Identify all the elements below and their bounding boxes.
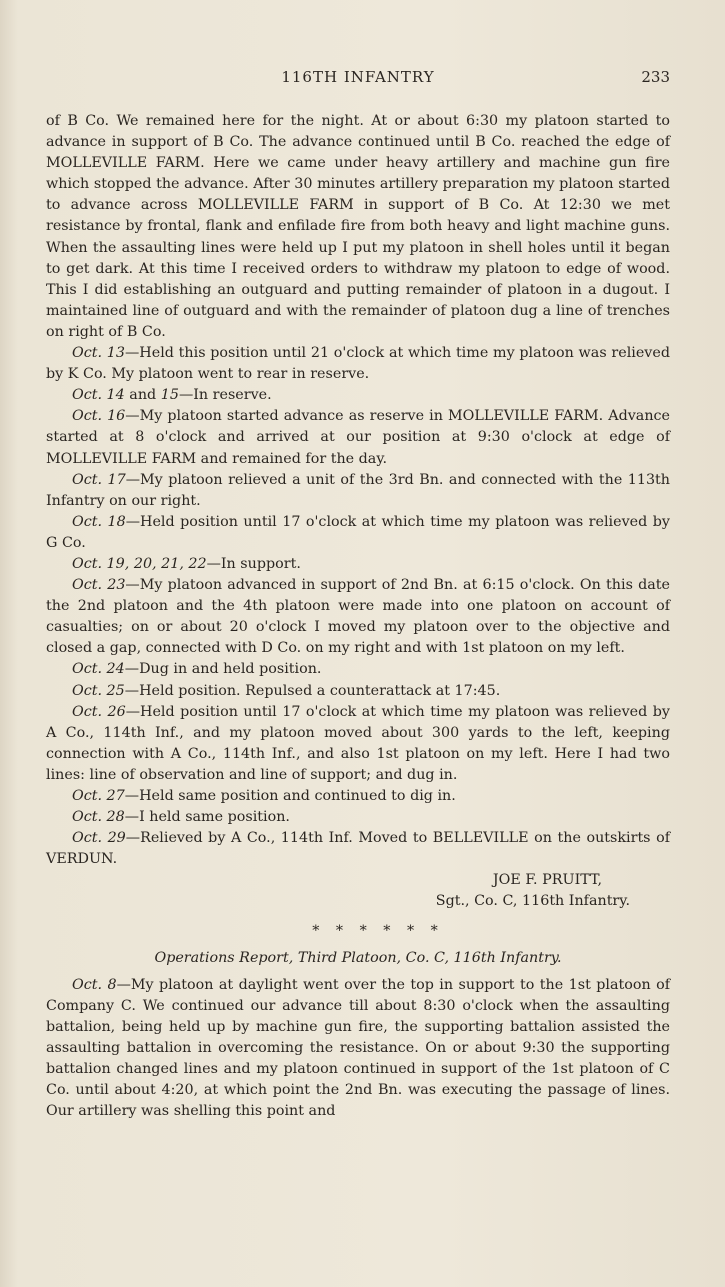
entry-date: Oct. 25 xyxy=(72,682,125,699)
report-title: Operations Report, Third Platoon, Co. C, 116th Infantry. xyxy=(154,949,562,966)
entry-text: —Relieved by A Co., 114th Inf. Moved to BELLEVILLE on the outskirts of VERDUN. xyxy=(46,830,670,868)
entry-oct-13 xyxy=(46,343,670,385)
entry-date: Oct. 23 xyxy=(72,577,126,594)
entry-oct-28 xyxy=(46,807,670,828)
entry-text: —Held position. Repulsed a counterattack at 17:45. xyxy=(124,682,501,699)
entry-date: Oct. 16 xyxy=(72,408,126,425)
entry-text: —My platoon started advance as reserve in MOLLEVILLE FARM. Advance started at 8 o'clock and arrived at our position at 9:30 o'clock at edge of MOLLEVILLE FARM and remained for the day. xyxy=(46,408,670,467)
entry-text: —In reserve. xyxy=(178,387,272,404)
entry-date: Oct. 13 xyxy=(72,345,125,362)
entry-date: Oct. 14 xyxy=(72,387,125,404)
entry-date: Oct. 19, 20, 21, 22 xyxy=(72,555,207,572)
signature-rank: Sgt., Co. C, 116th Infantry. xyxy=(435,893,630,910)
signature-name: JOE F. PRUITT, xyxy=(492,872,602,889)
page-number: 233 xyxy=(641,68,670,86)
entry-oct-24 xyxy=(46,659,670,680)
opening-paragraph: of B Co. We remained here for the night. At or about 6:30 my platoon started to advance in support of B Co. The advance continued until B Co. reached the edge of MOLLEVILLE FARM. Here we came under heavy artillery and machine gun fire which stopped the advance. After 30 minutes artillery preparation my platoon started to advance across MOLLEVILLE FARM in support of B Co. At 12:30 we met resistance by frontal, flank and enfilade fire from both heavy and light machine guns. When the assaulting lines were held up I put my platoon in shell holes until it began to get dark. At this time I received orders to withdraw my platoon to edge of wood. This I did establishing an outguard and putting remainder of platoon in a dugout. I maintained line of outguard and with the remainder of platoon dug a line of trenches on right of B Co. xyxy=(46,113,670,340)
entry-date: Oct. 24 xyxy=(72,661,125,678)
entry-text: —Held position until 17 o'clock at which time my platoon was relieved by A Co., 114th Inf., and my platoon moved about 300 yards to the left, keeping connection with A Co., 114th Inf., and also 1st platoon on my left. Here I had two lines: line of observation and line of support; and dug in. xyxy=(46,703,670,783)
entry-date: Oct. 28 xyxy=(72,809,125,826)
entry-oct-14-15 xyxy=(46,385,670,406)
entry-oct-18 xyxy=(46,512,670,554)
entry-date: Oct. 8 xyxy=(72,976,117,993)
entry-oct-25 xyxy=(46,681,670,702)
entry-oct-19-22 xyxy=(46,554,670,575)
entry-oct-16 xyxy=(46,406,670,469)
entry-oct-26 xyxy=(46,702,670,786)
page-header xyxy=(46,68,670,92)
entry-date-joiner: and xyxy=(124,387,161,404)
entry-text: —Held same position and continued to dig in. xyxy=(124,788,456,804)
entry-oct-29 xyxy=(46,828,670,870)
entry-date: Oct. 18 xyxy=(72,513,126,530)
entry-date: Oct. 29 xyxy=(72,830,126,847)
running-title: 116TH INFANTRY xyxy=(281,68,435,86)
report-entry-oct-8 xyxy=(46,975,670,1123)
entry-date: Oct. 26 xyxy=(72,703,126,720)
entry-text: —My platoon advanced in support of 2nd Bn. at 6:15 o'clock. On this date the 2nd platoon and the 4th platoon were made into one platoon on account of casualties; on or about 20 o'clock I moved my platoon over to the objective and closed a gap, connected with D Co. on my right and with 1st platoon on my left. xyxy=(46,577,670,657)
entry-oct-23 xyxy=(46,575,670,659)
section-separator: * * * * * * xyxy=(312,922,444,939)
entry-text: —Dug in and held position. xyxy=(124,661,322,678)
entry-oct-17 xyxy=(46,470,670,512)
entry-text: —I held same position. xyxy=(124,809,290,826)
entry-date: Oct. 17 xyxy=(72,471,126,488)
entry-date: Oct. 27 xyxy=(72,788,125,804)
entry-text: —Held this position until 21 o'clock at which time my platoon was relieved by K Co. My platoon went to rear in reserve. xyxy=(46,345,670,383)
entry-text: —My platoon relieved a unit of the 3rd Bn. and connected with the 113th Infantry on our right. xyxy=(46,471,671,509)
entry-oct-27 xyxy=(46,786,670,807)
entry-text: —My platoon at daylight went over the top in support to the 1st platoon of Company C. We continued our advance till about 8:30 o'clock when the assaulting battalion, being held up by machine gun fire, the supporting battalion assisted the assaulting battalion in overcoming the resistance. On or about 9:30 the supporting battalion changed lines and my platoon continued in support of the 1st platoon of C Co. until about 4:20, at which point the 2nd Bn. was executing the passage of lines. Our artillery was shelling this point and xyxy=(46,976,670,1120)
page-body xyxy=(46,111,670,1122)
entry-text: —In support. xyxy=(206,555,301,572)
entry-date-second: 15 xyxy=(160,387,179,404)
entry-text: —Held position until 17 o'clock at which time my platoon was relieved by G Co. xyxy=(46,513,670,551)
